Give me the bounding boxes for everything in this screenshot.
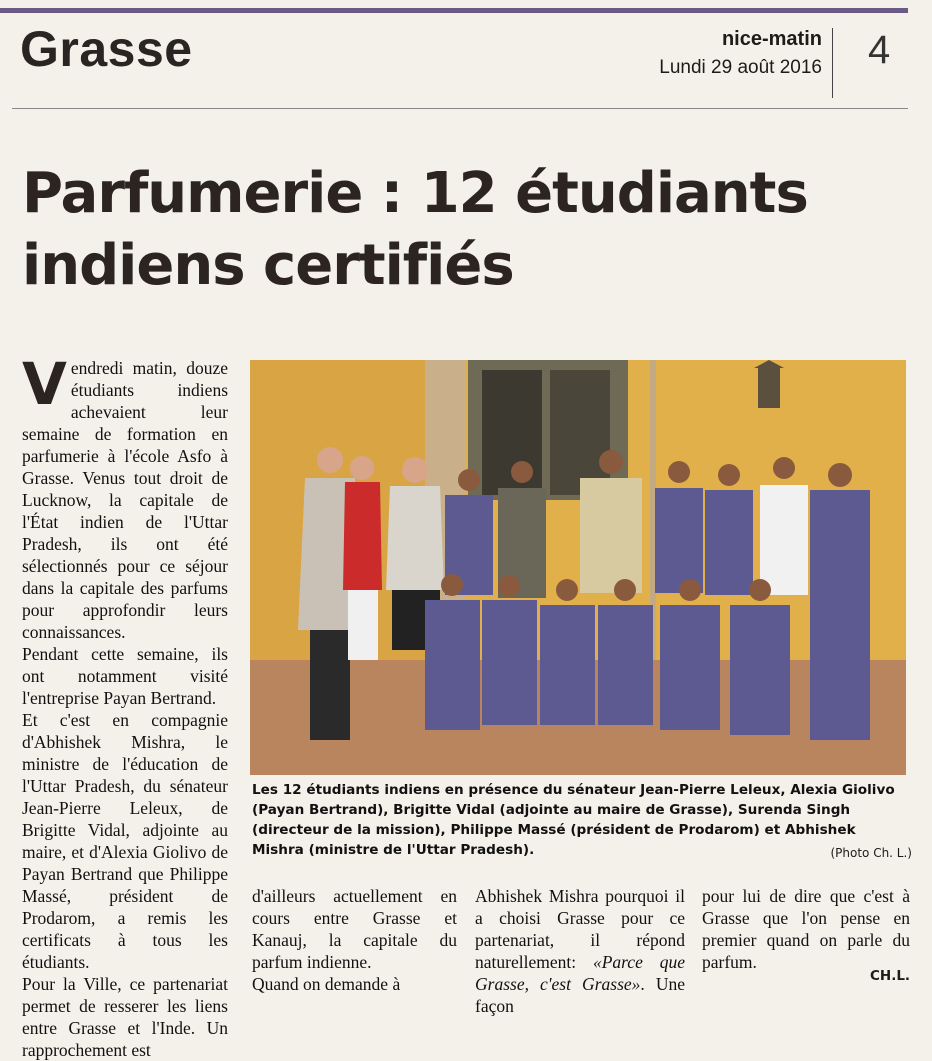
paragraph-4: Pour la Ville, ce partenariat permet de resserer les liens entre Grasse et l'Inde. Un rapprochement est (22, 974, 228, 1060)
top-accent-bar (0, 8, 908, 13)
article-column-2: d'ailleurs actuellement en cours entre Grasse et Kanauj, la capitale du parfum indienne. Quand on demande à (252, 886, 457, 994)
paragraph-1: Vendredi matin, douze étudiants indiens achevaient leur semaine de formation en parfumerie à l'école Asfo à Grasse. Venus tout droit de Lucknow, la capitale de l'État indien de l'Uttar Pradesh, ils ont été sélectionnés pour ce séjour dans la capitale des parfums pour approfondir leurs connaissances. (22, 350, 228, 642)
paragraph-2: Pendant cette semaine, ils ont notamment visité l'entreprise Payan Bertrand. (22, 644, 228, 708)
newspaper-name: nice-matin (721, 28, 822, 50)
quote: «Parce que Grasse, c'est Grasse» (475, 952, 685, 994)
article-column-4: pour lui de dire que c'est à Grasse que l'on pense en premier quand on parle du parfum. (702, 886, 910, 972)
masthead-rule (12, 108, 908, 109)
photo-credit: (Photo Ch. L.) (830, 846, 912, 860)
photo-caption: Les 12 étudiants indiens en présence du sénateur Jean-Pierre Leleux, Alexia Giolivo (Payan Bertrand), Brigitte Vidal (adjointe au maire de Grasse), Surenda Singh (directeur de la mission), Philippe Massé (président de Prodarom) et Abhishek Mishra (ministre de l'Uttar Pradesh). (252, 782, 895, 858)
drop-cap: V (22, 350, 67, 418)
page-number: 4 (868, 28, 891, 72)
section-title: Grasse (20, 21, 193, 77)
article-photo (250, 360, 906, 775)
author-signature: CH.L. (870, 968, 911, 984)
headline (22, 158, 912, 302)
article-column-1 (22, 350, 228, 1061)
publication-date: Lundi 29 août 2016 (659, 57, 822, 78)
article-column-3: Abhishek Mishra pourquoi il a choisi Grasse pour ce partenariat, il répond naturellement: «Parce que Grasse, c'est Grasse». Une façon (475, 886, 686, 1016)
wall-lamp (754, 360, 784, 408)
headline-line-1: Parfumerie : 12 étudiants (22, 161, 808, 226)
paragraph-3: Et c'est en compagnie d'Abhishek Mishra, le ministre de l'éducation de l'Uttar Pradesh, du sénateur Jean-Pierre Leleux, de Brigitte Vidal, adjointe au maire, et d'Alexia Giolivo de Payan Bertrand que Philippe Massé, président de Prodarom, a remis les certificats à tous les étudiants. (22, 710, 228, 972)
masthead-divider (832, 28, 833, 98)
headline-line-2: indiens certifiés (22, 233, 514, 298)
